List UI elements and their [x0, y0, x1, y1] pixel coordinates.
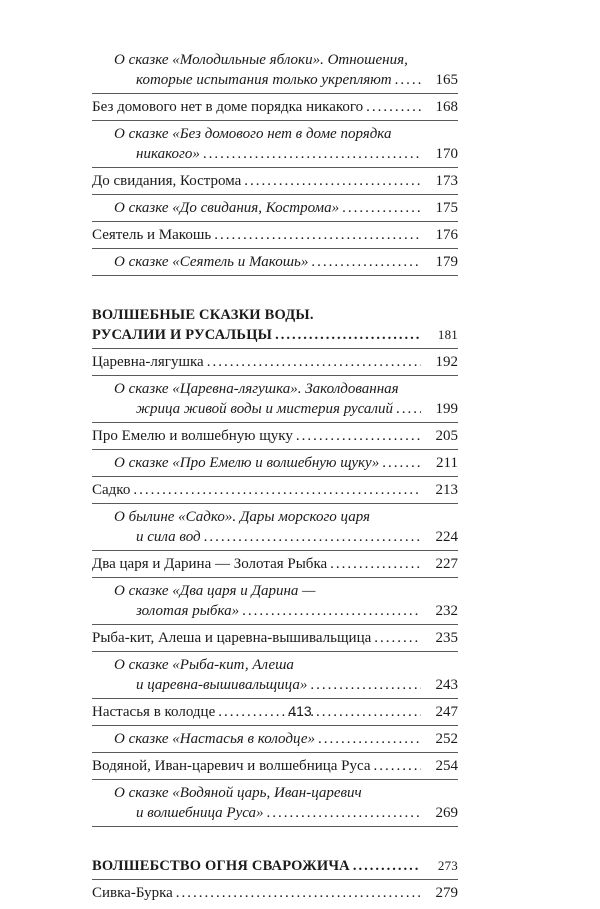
- page-ref: 213: [435, 482, 458, 498]
- page-ref: 205: [435, 428, 458, 444]
- toc-entry: [92, 426, 458, 450]
- page-ref: 232: [435, 603, 458, 619]
- toc-entry: [92, 628, 458, 652]
- toc-subentry: [92, 124, 458, 168]
- leader-dots: [374, 756, 421, 776]
- section-heading-water: [92, 305, 458, 349]
- toc-entry-title-line: и царевна-вышивальщица»: [136, 677, 308, 693]
- leader-dots: [374, 628, 421, 648]
- toc-subentry: [92, 783, 458, 827]
- leader-dots: [203, 144, 421, 164]
- leader-dots: [207, 352, 421, 372]
- toc-entry-title-line: Про Емелю и волшебную щуку: [92, 428, 293, 444]
- toc-entry-title-line: Настасья в колодце: [92, 704, 216, 720]
- toc-subentry: [92, 252, 458, 276]
- toc-entry-title-line: золотая рыбка»: [136, 603, 240, 619]
- toc-entry-title-line: О сказке «Два царя и Дарина —: [114, 583, 316, 599]
- section-heading-line-1: ВОЛШЕБНЫЕ СКАЗКИ ВОДЫ.: [92, 307, 314, 323]
- leader-dots: [353, 856, 421, 876]
- toc-entry-title-line: и волшебница Руса»: [136, 805, 264, 821]
- toc-entry-title-line: О сказке «Без домового нет в доме порядка: [114, 126, 392, 142]
- toc-entry-title-line: Два царя и Дарина — Золотая Рыбка: [92, 556, 328, 572]
- toc-entry: [92, 480, 458, 504]
- toc-entry: [92, 352, 458, 376]
- leader-dots: [214, 225, 421, 245]
- page-ref: 254: [435, 758, 458, 774]
- leader-dots: [176, 883, 421, 903]
- leader-dots: [267, 803, 421, 823]
- toc-group-3: [92, 883, 458, 906]
- page-ref: 199: [435, 401, 458, 417]
- toc-entry-title-line: Сеятель и Макошь: [92, 227, 212, 243]
- page-ref: 168: [435, 99, 458, 115]
- toc-entry-title-line: О сказке «Сеятель и Макошь»: [114, 254, 309, 270]
- toc-entry-title-line: О сказке «Настасья в колодце»: [114, 731, 315, 747]
- toc-subentry: [92, 581, 458, 625]
- page-ref: 173: [435, 173, 458, 189]
- page-number: 413: [288, 703, 312, 719]
- toc-group-2: [92, 352, 458, 827]
- toc-subentry: [92, 379, 458, 423]
- toc-entry-title-line: никакого»: [136, 146, 200, 162]
- leader-dots: [275, 325, 421, 345]
- section-gap: [92, 830, 458, 856]
- toc-subentry: [92, 50, 458, 94]
- page-ref: 211: [436, 455, 458, 471]
- toc-entry-title-line: О сказке «Про Емелю и волшебную щуку»: [114, 455, 380, 471]
- leader-dots: [396, 399, 421, 419]
- page-ref: 175: [435, 200, 458, 216]
- page-ref: 279: [435, 885, 458, 901]
- toc-entry: [92, 756, 458, 780]
- toc-entry-title-line: которые испытания только укрепляют: [136, 72, 392, 88]
- toc-entry-title-line: Рыба-кит, Алеша и царевна-вышивальщица: [92, 630, 372, 646]
- toc-entry-title-line: О сказке «Рыба-кит, Алеша: [114, 657, 294, 673]
- leader-dots: [366, 97, 421, 117]
- leader-dots: [204, 527, 421, 547]
- toc-entry-title-line: Сивка-Бурка: [92, 885, 173, 901]
- section-heading-fire: [92, 856, 458, 880]
- leader-dots: [382, 453, 421, 473]
- table-of-contents: [92, 50, 458, 909]
- toc-entry: [92, 554, 458, 578]
- section-heading-line-1: ВОЛШЕБСТВО ОГНЯ СВАРОЖИЧА: [92, 858, 350, 874]
- page-ref: 192: [435, 354, 458, 370]
- page-ref: 181: [437, 327, 458, 342]
- toc-subentry: [92, 507, 458, 551]
- section-gap: [92, 279, 458, 305]
- leader-dots: [133, 480, 421, 500]
- page-ref: 235: [435, 630, 458, 646]
- toc-entry-title-line: О сказке «Молодильные яблоки». Отношения,: [114, 52, 408, 68]
- leader-dots: [310, 675, 421, 695]
- page-ref: 179: [435, 254, 458, 270]
- toc-entry-title-line: О былине «Садко». Дары морского царя: [114, 509, 371, 525]
- toc-subentry: [92, 453, 458, 477]
- page-ref: 165: [435, 72, 458, 88]
- toc-entry-title-line: О сказке «Водяной царь, Иван-царевич: [114, 785, 362, 801]
- page-ref: 176: [435, 227, 458, 243]
- leader-dots: [244, 171, 421, 191]
- page-ref: 170: [435, 146, 458, 162]
- toc-entry-title-line: Царевна-лягушка: [92, 354, 204, 370]
- toc-entry: [92, 97, 458, 121]
- section-heading-line-2: РУСАЛИИ И РУСАЛЬЦЫ: [92, 327, 273, 343]
- page-ref: 224: [435, 529, 458, 545]
- leader-dots: [311, 252, 421, 272]
- leader-dots: [330, 554, 421, 574]
- page-ref: 269: [435, 805, 458, 821]
- toc-entry: [92, 171, 458, 195]
- toc-entry: [92, 225, 458, 249]
- leader-dots: [242, 601, 421, 621]
- toc-entry-title-line: жрица живой воды и мистерия русалий: [136, 401, 393, 417]
- leader-dots: [296, 426, 421, 446]
- toc-entry: [92, 883, 458, 906]
- toc-entry-title-line: О сказке «До свидания, Кострома»: [114, 200, 340, 216]
- toc-group-1: [92, 50, 458, 276]
- page-ref: 243: [435, 677, 458, 693]
- page-ref: 247: [435, 704, 458, 720]
- leader-dots: [318, 729, 421, 749]
- toc-entry-title-line: Садко: [92, 482, 131, 498]
- toc-entry-title-line: О сказке «Царевна-лягушка». Заколдованная: [114, 381, 399, 397]
- toc-entry-title-line: До свидания, Кострома: [92, 173, 242, 189]
- leader-dots: [395, 70, 421, 90]
- toc-subentry: [92, 655, 458, 699]
- page-ref: 252: [435, 731, 458, 747]
- toc-subentry: [92, 729, 458, 753]
- toc-entry-title-line: Водяной, Иван-царевич и волшебница Руса: [92, 758, 371, 774]
- toc-subentry: [92, 198, 458, 222]
- page-ref: 227: [435, 556, 458, 572]
- leader-dots: [342, 198, 421, 218]
- page-ref: 273: [437, 858, 458, 873]
- toc-entry-title-line: Без домового нет в доме порядка никакого: [92, 99, 364, 115]
- toc-entry-title-line: и сила вод: [136, 529, 201, 545]
